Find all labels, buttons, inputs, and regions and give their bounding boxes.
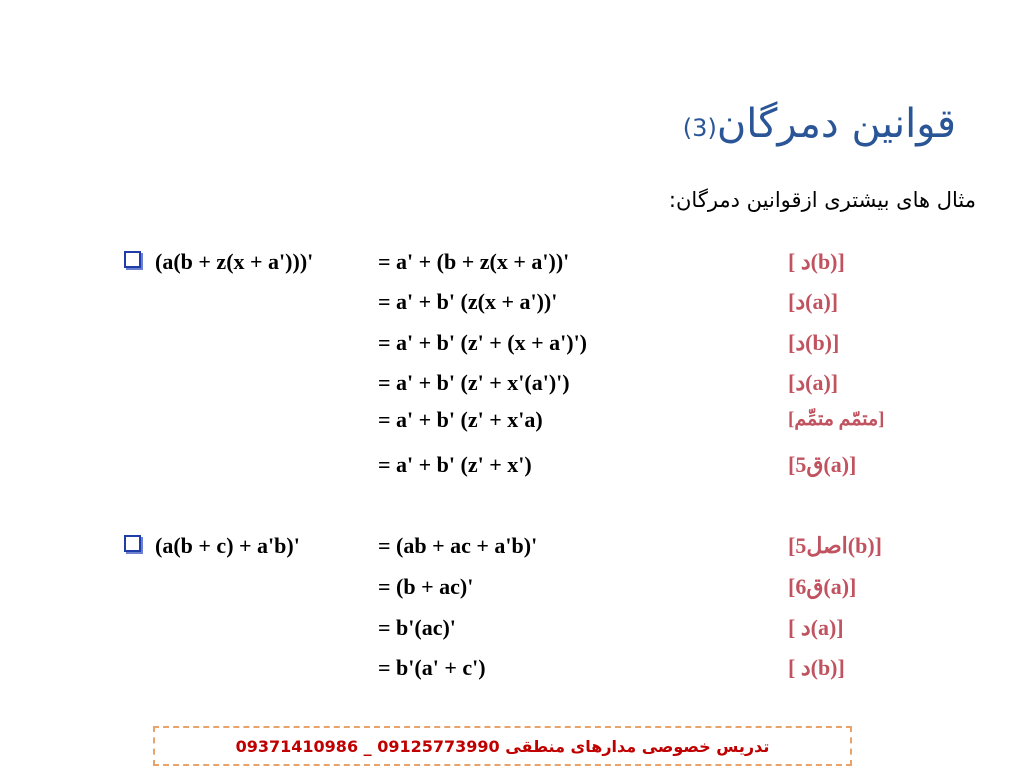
square-bullet-icon: [124, 535, 141, 552]
expression-step: = a' + b' (z' + x'): [378, 452, 532, 477]
expression-step: = a' + b' (z' + x'a): [378, 407, 543, 432]
expression-step: = a' + b' (z' + x'(a')'): [378, 370, 570, 395]
rule-reference: [ د(a)]: [788, 615, 844, 640]
footer-contact-box: [153, 726, 852, 766]
expression-step: = (ab + ac + a'b)': [378, 533, 538, 558]
rule-reference: [ د(b)]: [788, 655, 845, 680]
rule-reference: [د(a)]: [788, 289, 839, 314]
rule-reference: [د(a)]: [788, 370, 839, 395]
slide-title-text: قوانین دمرگان: [716, 101, 956, 147]
rule-reference: [ د(b)]: [788, 249, 845, 274]
expression-step: = a' + b' (z(x + a'))': [378, 289, 558, 314]
slide-number-label: (3): [682, 113, 717, 142]
expression-step: = a' + (b + z(x + a'))': [378, 249, 570, 274]
square-bullet-icon: [124, 251, 141, 268]
expression-lhs: (a(b + c) + a'b)': [155, 533, 300, 558]
expression-step: = (b + ac)': [378, 574, 474, 599]
expression-step: = a' + b' (z' + (x + a')'): [378, 330, 588, 355]
footer-contact-text: تدریس خصوصی مدارهای منطقی 09125773990 _ 09371410986: [235, 736, 770, 756]
expression-lhs: (a(b + z(x + a')))': [155, 249, 314, 274]
rule-reference: [اصل5(b)]: [788, 533, 883, 558]
rule-reference: [ق6(a)]: [788, 574, 857, 599]
expression-step: = b'(ac)': [378, 615, 456, 640]
rule-reference: [متمّم متمِّم]: [788, 409, 885, 430]
slide-title: [683, 100, 956, 148]
slide-subtitle: مثال های بیشتری ازقوانین دمرگان:: [668, 188, 976, 212]
expression-step: = b'(a' + c'): [378, 655, 486, 680]
rule-reference: [د(b)]: [788, 330, 840, 355]
rule-reference: [ق5(a)]: [788, 452, 857, 477]
